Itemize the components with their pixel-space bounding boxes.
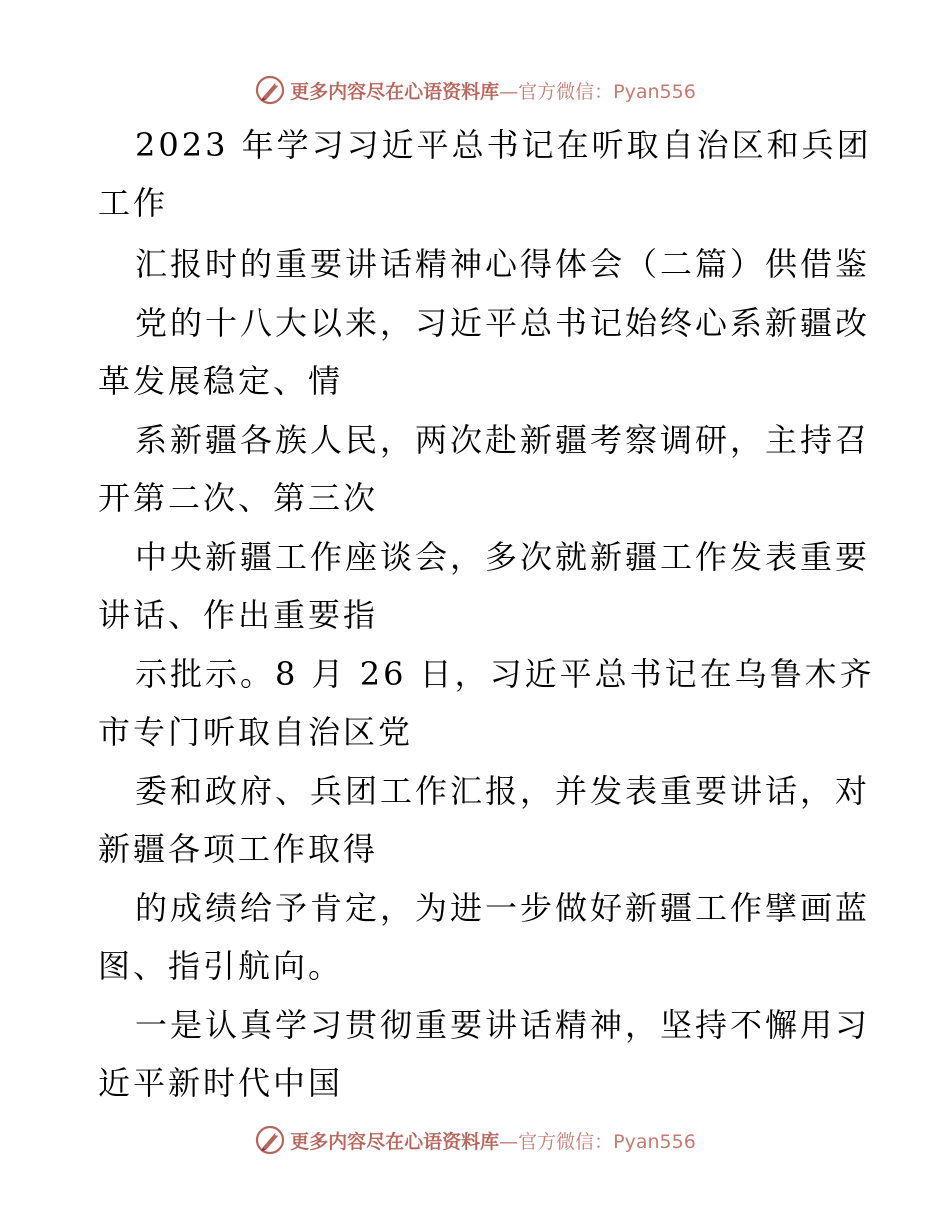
doc-line-7: 开第二次、第三次 [98, 479, 379, 517]
banner-text [290, 77, 696, 104]
doc-line-11: 市专门听取自治区党 [98, 713, 414, 751]
doc-line-6: 系新疆各族人民，两次赴新疆考察调研，主持召 [135, 421, 871, 459]
pen-logo-icon [254, 74, 286, 106]
banner-separator: — [499, 80, 519, 103]
doc-line-4: 党的十八大以来，习近平总书记始终心系新疆改 [135, 304, 871, 342]
doc-line-1: 2023 年学习习近平总书记在听取自治区和兵团 [135, 126, 872, 164]
pen-logo-icon [254, 1124, 286, 1156]
header-banner [0, 70, 950, 110]
doc-line-15: 图、指引航向。 [98, 947, 344, 985]
doc-line-13: 新疆各项工作取得 [98, 830, 379, 868]
doc-line-16: 一是认真学习贯彻重要讲话精神，坚持不懈用习 [135, 1006, 871, 1044]
doc-line-8: 中央新疆工作座谈会，多次就新疆工作发表重要 [135, 538, 871, 576]
doc-line-2: 工作 [98, 184, 169, 222]
doc-line-5: 革发展稳定、情 [98, 362, 344, 400]
banner-text [290, 1127, 696, 1154]
doc-line-17: 近平新时代中国 [98, 1064, 344, 1102]
doc-line-14: 的成绩给予肯定，为进一步做好新疆工作擘画蓝 [135, 889, 871, 927]
doc-line-12: 委和政府、兵团工作汇报，并发表重要讲话，对 [135, 772, 871, 810]
banner-contact-text: 官方微信：Pyan556 [518, 80, 696, 103]
banner-site-text: 更多内容尽在心语资料库 [290, 1130, 500, 1153]
doc-line-10: 示批示。8 月 26 日，习近平总书记在乌鲁木齐 [135, 655, 875, 693]
footer-banner [0, 1120, 950, 1160]
doc-line-3: 汇报时的重要讲话精神心得体会（二篇）供借鉴 [135, 245, 871, 283]
doc-line-9: 讲话、作出重要指 [98, 596, 379, 634]
banner-contact-text: 官方微信：Pyan556 [518, 1130, 696, 1153]
banner-site-text: 更多内容尽在心语资料库 [290, 80, 500, 103]
banner-separator: — [499, 1130, 519, 1153]
